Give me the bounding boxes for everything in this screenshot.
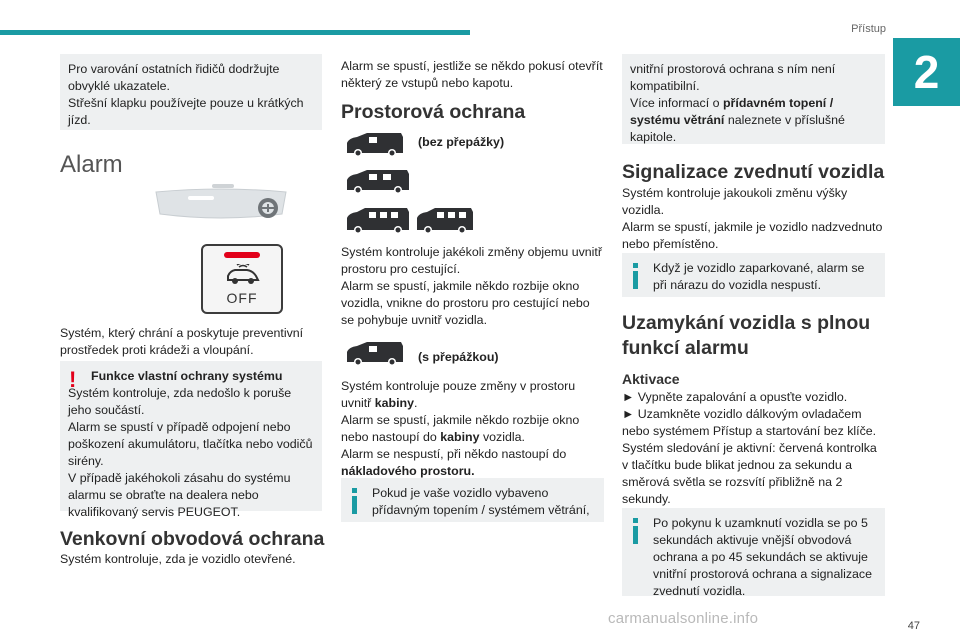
car-with-signal-icon (225, 264, 261, 286)
partition-text-2: Alarm se spustí, jakmile někdo rozbije okno nebo nastoupí do (341, 413, 580, 444)
intro-line-1: Pro varování ostatních řidičů dodržujte obvyklé ukazatele. (68, 62, 280, 93)
page-number: 47 (907, 620, 920, 632)
warning-exclamation-icon: ! (69, 367, 77, 392)
tilt-heading: Signalizace zvednutí vozidla (622, 161, 885, 183)
tilt-note-box (622, 253, 885, 297)
intro-line-2: Střešní klapku používejte pouze u krátkých jízd. (68, 96, 304, 127)
no-partition-label: (bez přepážky) (418, 135, 505, 149)
header-accent-bar (0, 30, 470, 35)
van-with-partition-icon (345, 340, 405, 368)
perimeter-text: Systém kontroluje, zda je vozidlo otevřené. (60, 552, 296, 566)
partition-bold-2: kabiny (440, 430, 480, 444)
van-short-icon (345, 131, 405, 159)
heater-note-continued (622, 54, 885, 144)
no-partition-text-2: Alarm se spustí, jakmile někdo rozbije okno vozidla, vnikne do prostoru pro cestující nebo se pohybuje uvnitř vozidla. (341, 279, 590, 327)
van-long-glazed-icon (415, 206, 475, 236)
info-icon (352, 488, 357, 514)
info-icon (633, 263, 638, 289)
activation-text: Systém sledování je aktivní: červená kontrolka v tlačítku bude blikat jednou za sekundu a směrová světla se rozsvítí přibližně na 2 sekundy. (622, 441, 877, 506)
partition-text: Systém kontroluje pouze změny v prostoru uvnitř kabiny. Alarm se spustí, jakmile někdo rozbije okno nebo nastoupí do kabiny vozidla. Alarm se nespustí, při někdo nastoupí do nákladového prostoru. (341, 379, 580, 478)
warning-title: Funkce vlastní ochrany systému (91, 369, 283, 383)
tilt-text-2: Alarm se spustí, jakmile je vozidlo nadzvednuto nebo přemístěno. (622, 220, 883, 251)
chapter-number-tab: 2 (893, 38, 960, 106)
warning-line-1: Systém kontroluje, zda nedošlo k poruše jeho součástí. (68, 386, 292, 417)
rearview-mirror-illustration (146, 182, 296, 232)
activation-step-1: ► Vypněte zapalování a opusťte vozidlo. (622, 390, 848, 404)
section-title: Přístup (851, 23, 886, 35)
volumetric-heading: Prostorová ochrana (341, 101, 526, 123)
note-continued-bold: přídavném topení / systému větrání (630, 96, 834, 127)
note-continued-1: vnitřní prostorová ochrana s ním není kompatibilní. (630, 62, 836, 93)
alarm-heading: Alarm (60, 151, 123, 178)
watermark: carmanualsonline.info (608, 610, 759, 627)
intro-note-box (60, 54, 322, 130)
heater-note-box (341, 478, 604, 522)
tilt-text-1: Systém kontroluje jakoukoli změnu výšky vozidla. (622, 186, 848, 217)
tilt-note-text: Když je vozidlo zaparkované, alarm se při nárazu do vozidla nespustí. (653, 261, 865, 292)
warning-line-3: V případě jakéhokoli zásahu do systému alarmu se obraťte na dealera nebo kvalifikovaný servis PEUGEOT. (68, 471, 291, 519)
alarm-description: Systém, který chrání a poskytuje preventivní prostředek proti krádeži a vloupání. (60, 326, 304, 357)
activation-note-box (622, 508, 885, 596)
perimeter-heading: Venkovní obvodová ochrana (60, 528, 325, 550)
self-protection-warning (60, 361, 322, 519)
partition-bold-1: kabiny (374, 396, 415, 410)
alarm-trigger-intro: Alarm se spustí, jestliže se někdo pokusí otevřít některý ze vstupů nebo kapotu. (341, 59, 603, 90)
heater-note-text: Pokud je vaše vozidlo vybaveno přídavným topením / systémem větrání, (372, 486, 590, 517)
info-icon (633, 518, 638, 544)
off-label: OFF (226, 290, 258, 306)
partition-text-2b: vozidla. (482, 430, 525, 444)
partition-label: (s přepážkou) (418, 350, 499, 364)
partition-text-1: Systém kontroluje pouze změny v prostoru uvnitř (341, 379, 576, 410)
van-long-icon (345, 206, 411, 236)
note-continued-2a: Více informací o (630, 96, 720, 110)
partition-text-3: Alarm se nespustí, při někdo nastoupí do (341, 447, 567, 461)
activation-heading: Aktivace (622, 371, 680, 387)
partition-bold-3: nákladového prostoru. (341, 464, 475, 478)
activation-note-text: Po pokynu k uzamknutí vozidla se po 5 sekundách aktivuje vnější obvodová ochrana a po 45 sekundách se aktivuje vnitřní prostorová ochrana a signalizace zvednutí vozidla. (653, 516, 873, 598)
alarm-off-button[interactable] (201, 244, 283, 314)
note-continued-2b: naleznete v příslušné kapitole. (630, 113, 845, 144)
alarm-led-indicator (224, 252, 260, 258)
no-partition-text-1: Systém kontroluje jakékoli změny objemu uvnitř prostoru pro cestující. (341, 245, 603, 276)
warning-line-2: Alarm se spustí v případě odpojení nebo poškození akumulátoru, tlačítka nebo vodičů sirény. (68, 420, 313, 468)
locking-heading: Uzamykání vozidla s plnou funkcí alarmu (622, 312, 871, 359)
activation-step-2: ► Uzamkněte vozidlo dálkovým ovladačem nebo systémem Přístup a startování bez klíče. (622, 407, 877, 438)
van-two-rows-icon (345, 168, 411, 196)
